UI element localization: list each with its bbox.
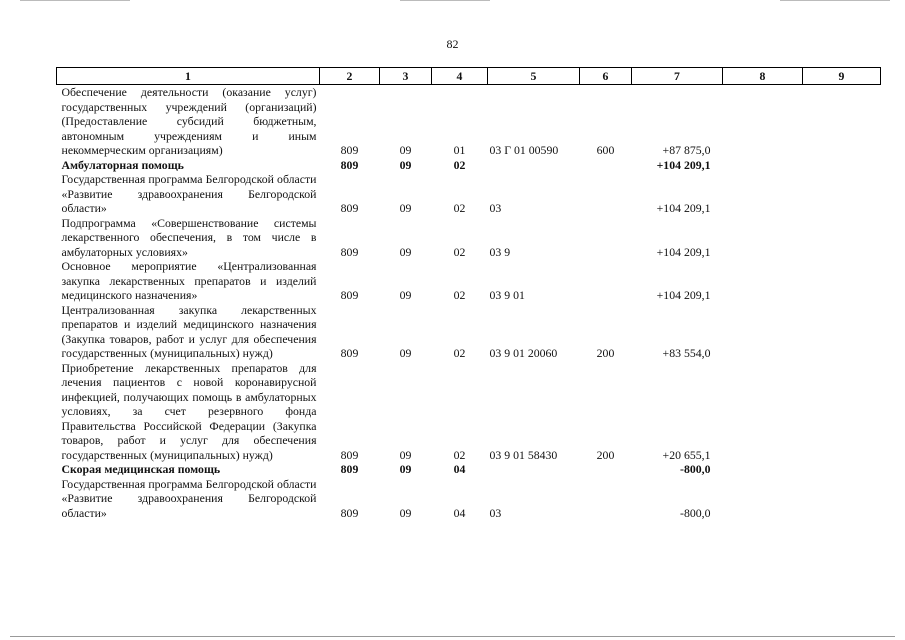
header-row: [57, 68, 881, 85]
table-row: [57, 85, 881, 158]
row-col8: [723, 361, 803, 463]
row-col8: [723, 303, 803, 361]
row-col9: [803, 361, 881, 463]
row-pr: 02: [453, 244, 466, 259]
row-rz: 09: [399, 462, 412, 476]
row-amount: +104 209,1: [656, 157, 711, 172]
table-row: [57, 158, 881, 173]
col-header-7: 7: [632, 68, 723, 85]
row-pr: 02: [453, 157, 466, 172]
row-name: Централизованная закупка лекарственных препаратов и изделий медицинского назначения (Закупка товаров, работ и услуг для обеспечения государственных (муниципальных) нужд): [61, 302, 317, 360]
col-header-8: 8: [723, 68, 803, 85]
row-name: Амбулаторная помощь: [61, 157, 184, 172]
row-col8: [723, 172, 803, 216]
col-header-3: 3: [380, 68, 432, 85]
col-header-1: 1: [57, 68, 320, 85]
row-vr: 600: [596, 143, 615, 157]
table-row: [57, 303, 881, 361]
row-vr: 200: [596, 346, 615, 360]
row-pr: 02: [453, 447, 466, 462]
row-rz: 09: [399, 505, 412, 520]
row-ved: 809: [340, 157, 359, 172]
row-col9: [803, 172, 881, 216]
budget-table: [56, 67, 881, 520]
row-ved: 809: [340, 244, 359, 259]
col-header-6: 6: [580, 68, 632, 85]
row-csr: [488, 462, 580, 477]
row-rz: 09: [399, 346, 412, 360]
row-amount: +87 875,0: [662, 143, 711, 157]
table-row: [57, 477, 881, 521]
row-vr: [580, 477, 632, 521]
col-header-4: 4: [432, 68, 488, 85]
table-row: [57, 462, 881, 477]
row-pr: 02: [453, 346, 466, 360]
row-amount: -800,0: [680, 462, 711, 476]
row-col8: [723, 462, 803, 477]
row-vr: [580, 172, 632, 216]
row-csr: 03: [489, 201, 502, 215]
row-ved: 809: [340, 505, 359, 520]
row-col8: [723, 216, 803, 260]
row-name: Обеспечение деятельности (оказание услуг) государственных учреждений (организаций) (Предоставление субсидий бюджетным, автономным учреждениям и иным некоммерческим организациям): [61, 85, 317, 157]
row-amount: -800,0: [680, 505, 711, 520]
row-col9: [803, 216, 881, 260]
row-col9: [803, 303, 881, 361]
row-name: Государственная программа Белгородской области «Развитие здравоохранения Белгородской области»: [61, 476, 317, 520]
row-ved: 809: [340, 346, 359, 360]
row-name: Подпрограмма «Совершенствование системы лекарственного обеспечения, в том числе в амбулаторных условиях»: [61, 215, 317, 259]
row-amount: +83 554,0: [662, 346, 711, 360]
row-name: Основное мероприятие «Централизованная закупка лекарственных препаратов и изделий медицинского назначения»: [61, 259, 317, 302]
row-pr: 02: [453, 288, 466, 302]
page-number: 82: [446, 37, 459, 51]
row-ved: 809: [340, 288, 359, 302]
row-ved: 809: [340, 143, 359, 157]
row-rz: 09: [399, 288, 412, 302]
row-name: Государственная программа Белгородской области «Развитие здравоохранения Белгородской области»: [61, 172, 317, 215]
row-col8: [723, 85, 803, 158]
row-csr: 03 9: [489, 244, 511, 259]
row-col8: [723, 477, 803, 521]
row-col8: [723, 158, 803, 173]
row-amount: +104 209,1: [656, 201, 711, 215]
row-csr: 03: [489, 505, 502, 520]
row-vr: [580, 158, 632, 173]
row-col9: [803, 259, 881, 303]
row-amount: +104 209,1: [656, 288, 711, 302]
row-rz: 09: [399, 201, 412, 215]
row-col9: [803, 158, 881, 173]
col-header-5: 5: [488, 68, 580, 85]
row-ved: 809: [340, 447, 359, 462]
row-csr: [488, 158, 580, 173]
row-name: Приобретение лекарственных препаратов для лечения пациентов с новой коронавирусной инфекцией, получающих помощь в амбулаторных условиях, за счет резервного фонда Правительства Российской Федерации (Закупка товаров, работ и услуг для обеспечения государственных (муниципальных) нужд): [61, 360, 317, 462]
row-vr: [580, 259, 632, 303]
row-rz: 09: [399, 447, 412, 462]
top-rule-right: [780, 0, 890, 1]
col-header-9: 9: [803, 68, 881, 85]
row-rz: 09: [399, 157, 412, 172]
row-pr: 04: [453, 462, 466, 476]
row-col9: [803, 85, 881, 158]
row-csr: 03 9 01 20060: [489, 346, 558, 360]
table-row: [57, 259, 881, 303]
row-amount: +20 655,1: [662, 447, 711, 462]
table-row: [57, 216, 881, 260]
top-rule-left: [20, 0, 130, 1]
bottom-rule: [10, 636, 895, 637]
table-row: [57, 361, 881, 463]
row-amount: +104 209,1: [656, 244, 711, 259]
row-vr: [580, 462, 632, 477]
row-vr: 200: [596, 447, 615, 462]
row-ved: 809: [340, 462, 359, 476]
row-csr: 03 9 01: [489, 288, 525, 302]
row-pr: 01: [453, 143, 466, 157]
row-pr: 02: [453, 201, 466, 215]
row-rz: 09: [399, 244, 412, 259]
row-col8: [723, 259, 803, 303]
row-name: Скорая медицинская помощь: [61, 462, 221, 476]
col-header-2: 2: [320, 68, 380, 85]
row-pr: 04: [453, 505, 466, 520]
top-rule-mid: [400, 0, 490, 1]
row-csr: 03 9 01 58430: [489, 447, 558, 462]
row-rz: 09: [399, 143, 412, 157]
row-csr: 03 Г 01 00590: [489, 143, 559, 157]
table-row: [57, 172, 881, 216]
row-col9: [803, 477, 881, 521]
row-vr: [580, 216, 632, 260]
row-col9: [803, 462, 881, 477]
row-ved: 809: [340, 201, 359, 215]
